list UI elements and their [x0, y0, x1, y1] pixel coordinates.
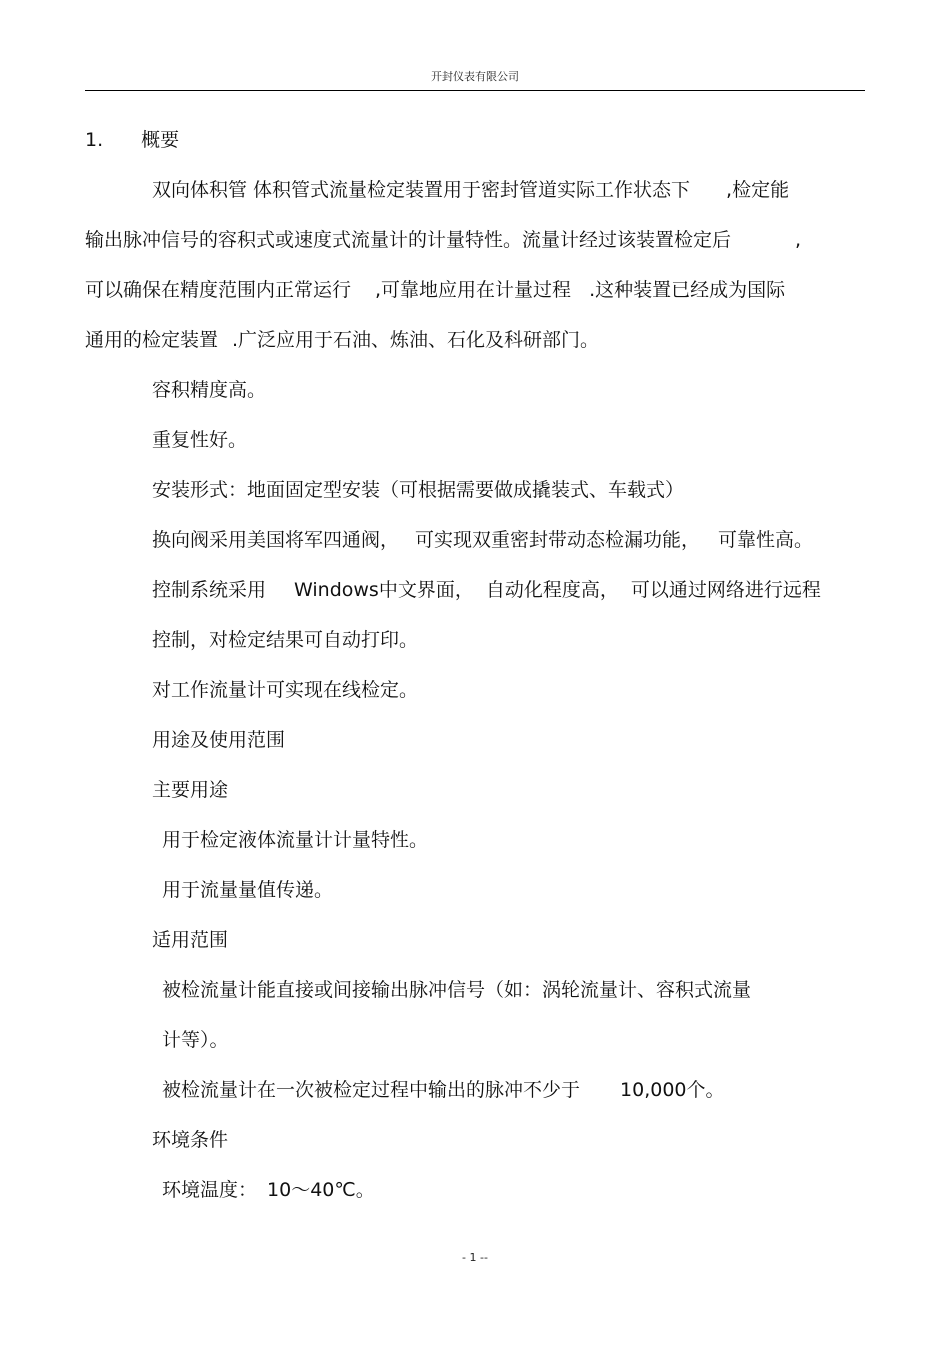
intro-line-3: 可以确保在精度范围内正常运行 ,可靠地应用在计量过程 .这种装置已经成为国际 — [85, 279, 786, 301]
feature-online-verification: 对工作流量计可实现在线检定。 — [152, 679, 419, 701]
main-usage-item-2: 用于流量量值传递。 — [162, 879, 334, 901]
environment-temperature: 环境温度： 10～40℃。 — [162, 1179, 375, 1201]
feature-installation: 安装形式：地面固定型安装（可根据需要做成撬装式、车载式） — [152, 479, 685, 501]
main-usage-item-1: 用于检定液体流量计计量特性。 — [162, 829, 429, 851]
section-heading — [85, 127, 179, 153]
feature-valve: 换向阀采用美国将军四通阀， 可实现双重密封带动态检漏功能， 可靠性高。 — [152, 529, 814, 551]
usage-heading: 用途及使用范围 — [152, 729, 286, 751]
feature-control-system: 控制系统采用 Windows中文界面， 自动化程度高， 可以通过网络进行远程 — [152, 579, 821, 601]
header-rule — [85, 90, 865, 91]
section-number: 1. — [85, 129, 104, 151]
scope-heading: 适用范围 — [152, 929, 229, 951]
page-header-company: 开封仪表有限公司 — [431, 70, 519, 83]
environment-heading: 环境条件 — [152, 1129, 229, 1151]
intro-line-1: 双向体积管 体积管式流量检定装置用于密封管道实际工作状态下 ,检定能 — [152, 179, 790, 201]
intro-line-2: 输出脉冲信号的容积式或速度式流量计的计量特性。流量计经过该装置检定后 , — [85, 229, 802, 251]
scope-item-1-cont: 计等）。 — [162, 1029, 229, 1051]
main-usage-heading: 主要用途 — [152, 779, 229, 801]
scope-item-2: 被检流量计在一次被检定过程中输出的脉冲不少于 10,000个。 — [162, 1079, 725, 1101]
feature-repeatability: 重复性好。 — [152, 429, 248, 451]
scope-item-1: 被检流量计能直接或间接输出脉冲信号（如：涡轮流量计、容积式流量 — [162, 979, 752, 1001]
feature-accuracy: 容积精度高。 — [152, 379, 267, 401]
section-title: 概要 — [141, 129, 180, 151]
page-number: - 1 -- — [462, 1251, 488, 1264]
intro-line-4: 通用的检定装置 .广泛应用于石油、炼油、石化及科研部门。 — [85, 329, 600, 351]
feature-control-system-cont: 控制，对检定结果可自动打印。 — [152, 629, 419, 651]
